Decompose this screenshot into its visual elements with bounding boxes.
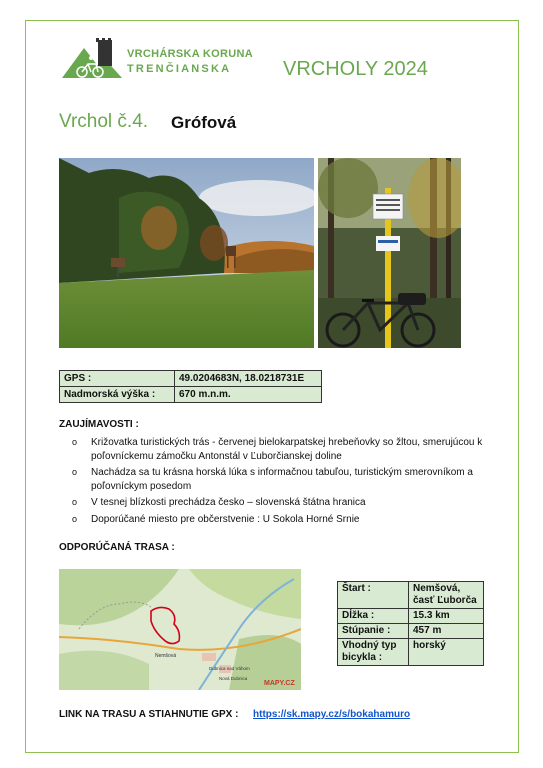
length-label: Dĺžka : bbox=[338, 609, 409, 624]
gps-table bbox=[59, 370, 322, 403]
attractions-list bbox=[64, 436, 489, 529]
map-label: Nová Dubnica bbox=[219, 676, 248, 681]
altitude-value: 670 m.n.m. bbox=[175, 387, 322, 403]
route-title: ODPORÚČANÁ TRASA : bbox=[59, 542, 175, 553]
altitude-label: Nadmorská výška : bbox=[60, 387, 175, 403]
peak-name: Grófová bbox=[171, 113, 237, 132]
table-row bbox=[338, 582, 484, 609]
peak-number: Vrchol č.4. bbox=[59, 111, 149, 132]
map-label: Dubnica nad Váhom bbox=[209, 666, 250, 671]
gps-label: GPS : bbox=[60, 371, 175, 387]
bike-type-value: horský bbox=[409, 639, 484, 666]
page-title: VRCHOLY 2024 bbox=[283, 58, 428, 80]
list-item: o Križovatka turistických trás - červenej bielokarpatskej hrebeňovky so žltou, smerujúcou k poľovníckemu zámočku Antonstál v Ľuborčianskej doline bbox=[64, 436, 489, 463]
brand-line2: TRENČIANSKA bbox=[127, 63, 232, 75]
table-row bbox=[338, 624, 484, 639]
climb-label: Stúpanie : bbox=[338, 624, 409, 639]
table-row bbox=[60, 387, 322, 403]
list-item: o Nachádza sa tu krásna horská lúka s informačnou tabuľou, turistickým smerovníkom a poľovníckym posedom bbox=[64, 466, 489, 493]
start-label: Štart : bbox=[338, 582, 409, 609]
map-logo: MAPY.CZ bbox=[264, 680, 295, 687]
climb-value: 457 m bbox=[409, 624, 484, 639]
route-info-table bbox=[337, 581, 484, 666]
signpost-photo bbox=[318, 158, 461, 348]
meadow-photo bbox=[59, 158, 314, 348]
list-item: o Doporúčané miesto pre občerstvenie : U Sokola Horné Srnie bbox=[64, 513, 489, 527]
gpx-link-label: LINK NA TRASU A STIAHNUTIE GPX : bbox=[59, 709, 239, 720]
table-row bbox=[338, 609, 484, 624]
length-value: 15.3 km bbox=[409, 609, 484, 624]
attractions-title: ZAUJÍMAVOSTI : bbox=[59, 419, 139, 430]
list-item: o V tesnej blízkosti prechádza česko – slovenská štátna hranica bbox=[64, 496, 489, 510]
brand-line1: VRCHÁRSKA KORUNA bbox=[127, 48, 254, 60]
gpx-link[interactable]: https://sk.mapy.cz/s/bokahamuro bbox=[253, 709, 411, 720]
route-map bbox=[59, 569, 301, 690]
table-row bbox=[338, 639, 484, 666]
gps-value: 49.0204683N, 18.0218731E bbox=[175, 371, 322, 387]
bike-type-label: Vhodný typ bicykla : bbox=[338, 639, 409, 666]
map-label: Nemšová bbox=[155, 653, 177, 659]
start-value: Nemšová, časť Ľuborča bbox=[409, 582, 484, 609]
table-row bbox=[60, 371, 322, 387]
